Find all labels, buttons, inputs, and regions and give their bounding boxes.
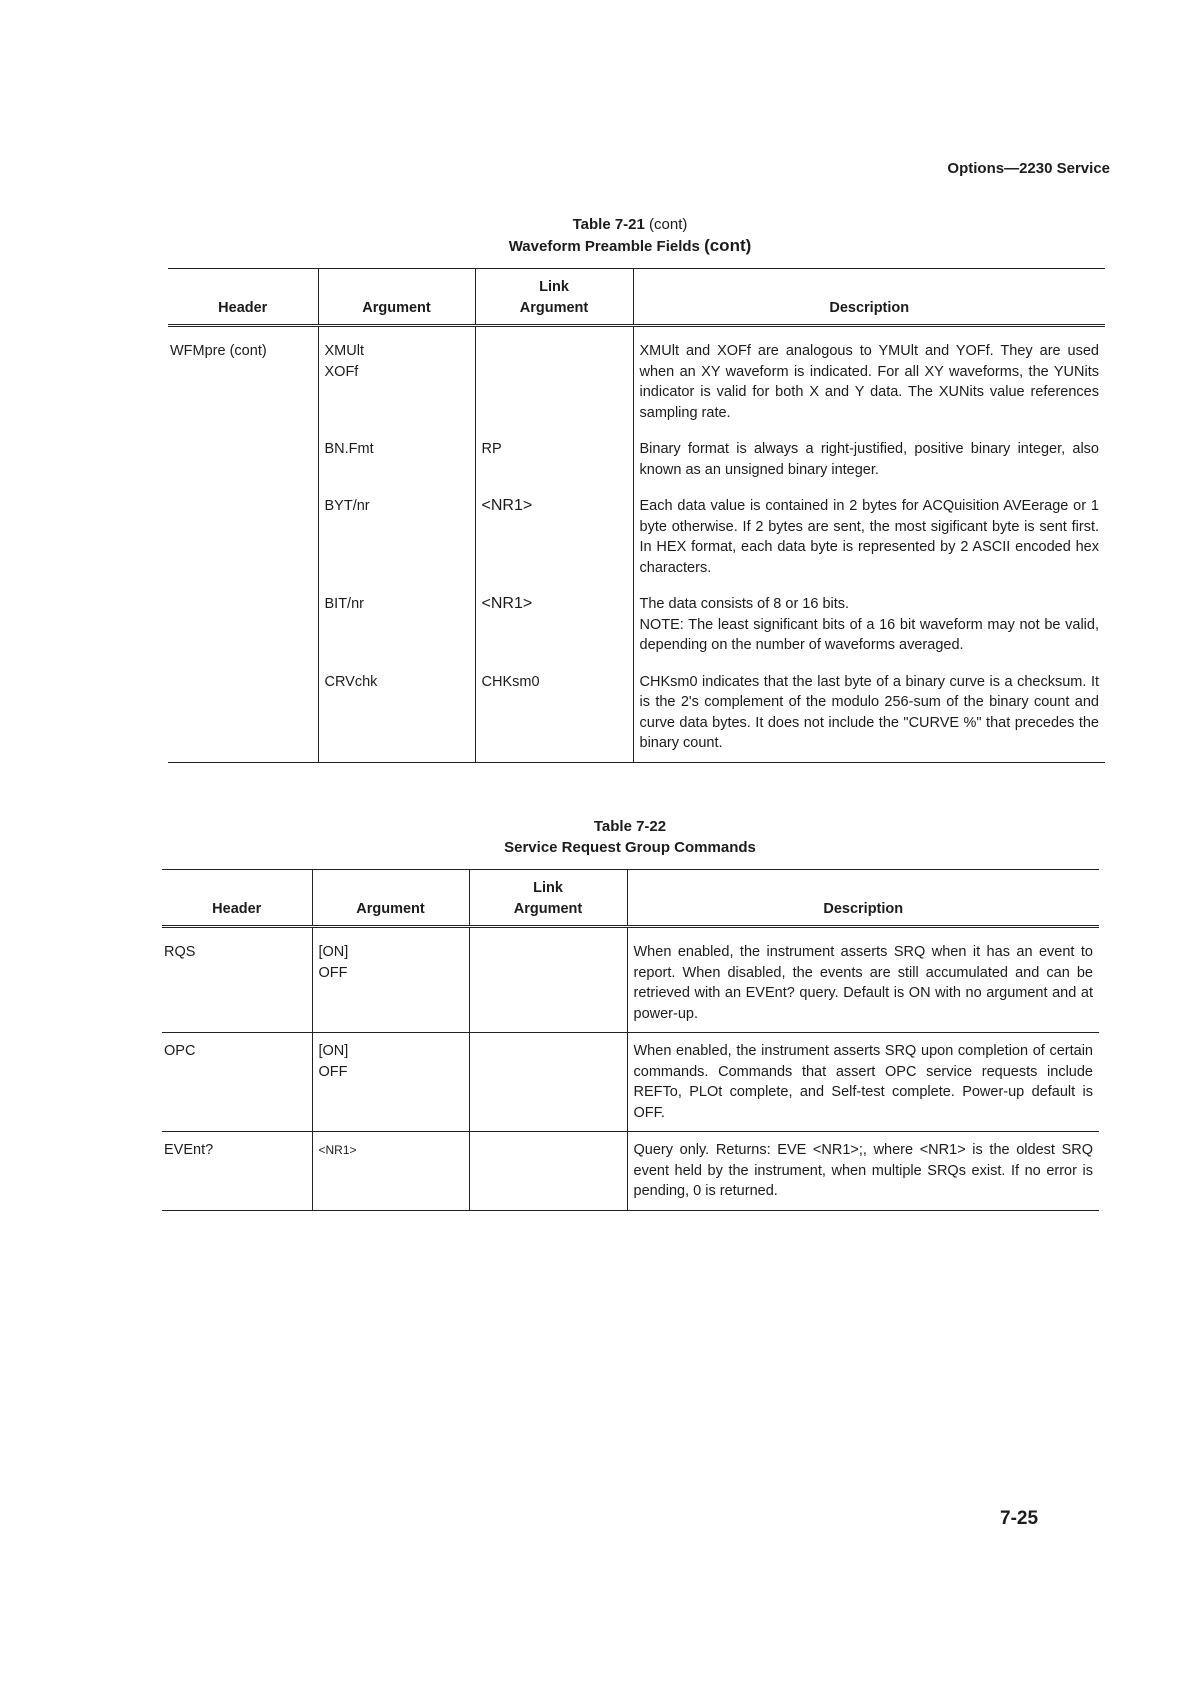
page-number: 7-25: [1000, 1508, 1039, 1529]
row-argument: BYT/nr: [318, 488, 475, 586]
table-row: [168, 488, 1105, 586]
row-header: [168, 664, 318, 763]
waveform-preamble-table: [168, 268, 1105, 763]
row-argument: <NR1>: [312, 1132, 469, 1211]
row-header: OPC: [164, 1043, 196, 1059]
row-description: When enabled, the instrument asserts SRQ when it has an event to report. When disabled, the events are still accumulated and can be retrieved with an EVEnt? query. Default is ON with no argument and at power-up.: [627, 927, 1099, 1033]
row-header: WFMpre (cont): [170, 343, 267, 359]
row-argument: CRVchk: [318, 664, 475, 763]
table1-caption-cont2: (cont): [704, 236, 752, 255]
row-header: EVEnt?: [164, 1142, 214, 1158]
row-argument: [ON] OFF: [312, 927, 469, 1033]
row-argument: BN.Fmt: [318, 431, 475, 488]
table-row: [168, 326, 1105, 432]
table2-col-description: Description: [627, 870, 1099, 927]
table2-caption-number: Table 7-22: [593, 818, 667, 835]
row-description: Query only. Returns: EVE <NR1>;, where <NR1> is the oldest SRQ event held by the instrument, when multiple SRQs exist. If no error is pending, 0 is returned.: [627, 1132, 1099, 1211]
table1-caption-title: Waveform Preamble Fields: [508, 238, 700, 255]
row-link-argument: <NR1>: [475, 488, 633, 586]
service-request-table: [162, 869, 1099, 1211]
table2-caption-title: Service Request Group Commands: [504, 839, 756, 856]
row-header: [168, 586, 318, 664]
row-link-argument: <NR1>: [475, 586, 633, 664]
table-row: [162, 1132, 1099, 1211]
row-argument: [ON] OFF: [312, 1033, 469, 1132]
table1-col-header: Header: [218, 299, 268, 316]
row-description: Each data value is contained in 2 bytes for ACQuisition AVEerage or 1 byte otherwise. If 2 bytes are sent, the most sigificant byte is sent first. In HEX format, each data byte is represented by 2 ASCII encoded hex characters.: [633, 488, 1105, 586]
running-head: Options—2230 Service: [947, 160, 1110, 177]
row-link-argument: RP: [475, 431, 633, 488]
table1-header-row: [168, 269, 1105, 326]
table1-col-argument: Argument: [318, 269, 475, 326]
table-row: [168, 586, 1105, 664]
row-argument: BIT/nr: [318, 586, 475, 664]
row-argument: XMUlt XOFf: [318, 326, 475, 432]
table2-col-link-argument: Link Argument: [469, 870, 627, 927]
table-row: [162, 927, 1099, 1033]
row-header: RQS: [164, 944, 196, 960]
row-link-argument: [469, 927, 627, 1033]
table2-header-row: [162, 870, 1099, 927]
row-link-argument: [469, 1132, 627, 1211]
table-row: [168, 431, 1105, 488]
table1-caption-cont: (cont): [649, 216, 688, 233]
row-description: When enabled, the instrument asserts SRQ upon completion of certain commands. Commands that assert OPC service requests include REFTo, PLOt complete, and Self-test complete. Power-up default is OFF.: [627, 1033, 1099, 1132]
table1-col-link-argument: Link Argument: [475, 269, 633, 326]
table2-col-header: Header: [212, 900, 262, 917]
row-header: [168, 431, 318, 488]
table-row: [162, 1033, 1099, 1132]
row-description: The data consists of 8 or 16 bits. NOTE: The least significant bits of a 16 bit waveform may not be valid, depending on the number of waveforms averaged.: [633, 586, 1105, 664]
row-link-argument: [469, 1033, 627, 1132]
table-row: [168, 664, 1105, 763]
row-header: [168, 488, 318, 586]
row-description: CHKsm0 indicates that the last byte of a binary curve is a checksum. It is the 2's complement of the modulo 256-sum of the binary count and curve data bytes. It does not include the "CURVE %" that precedes the binary count.: [633, 664, 1105, 763]
table2-caption: [400, 816, 860, 858]
table1-caption: [400, 214, 860, 257]
row-description: Binary format is always a right-justified, positive binary integer, also known as an unsigned binary integer.: [633, 431, 1105, 488]
table2-col-argument: Argument: [312, 870, 469, 927]
row-link-argument: CHKsm0: [475, 664, 633, 763]
table1-col-description: Description: [633, 269, 1105, 326]
table1-caption-number: Table 7-21: [572, 216, 645, 233]
row-link-argument: [475, 326, 633, 432]
row-description: XMUlt and XOFf are analogous to YMUlt and YOFf. They are used when an XY waveform is indicated. For all XY waveforms, the YUNits indicator is valid for both X and Y data. The XUNits value references sampling rate.: [633, 326, 1105, 432]
